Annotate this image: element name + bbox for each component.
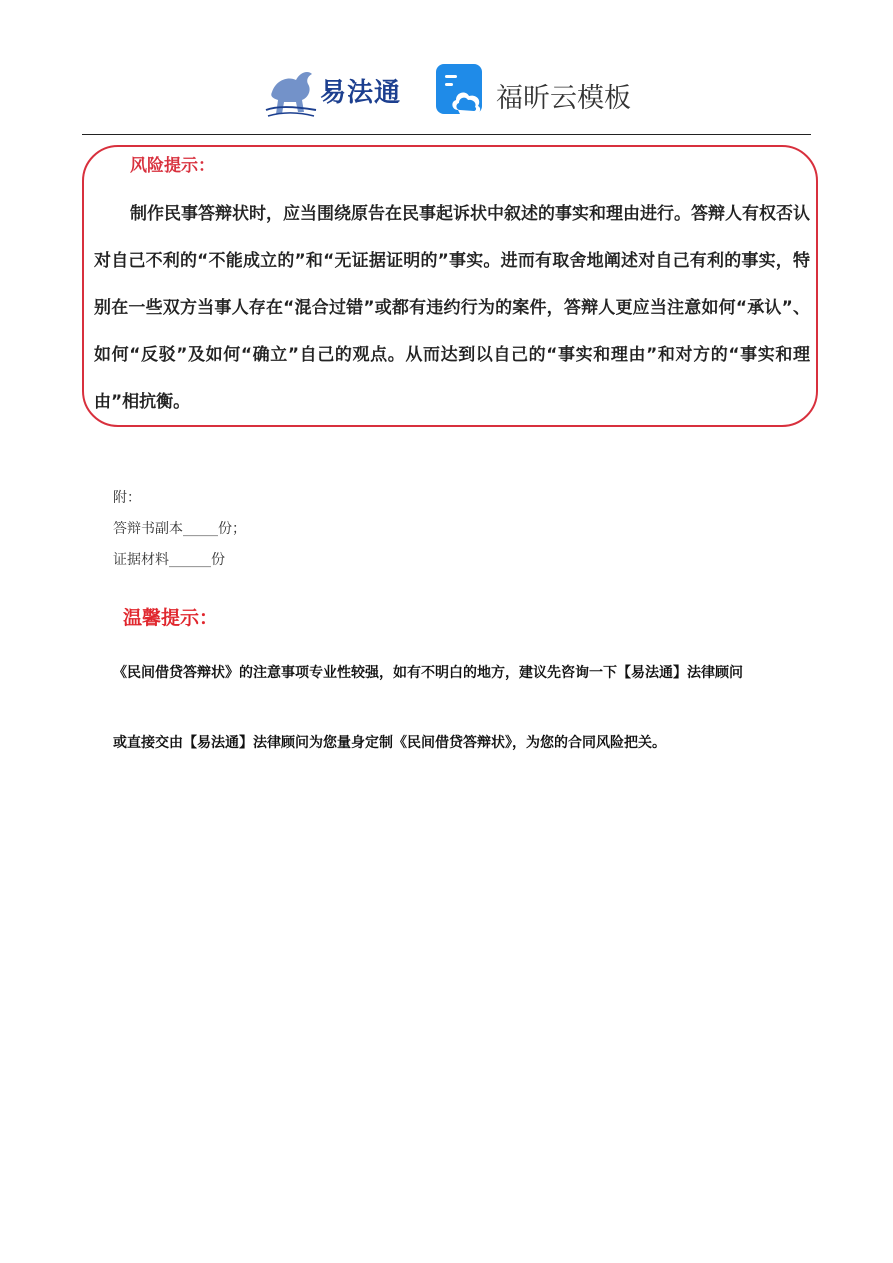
warm-tip-title: 温馨提示：	[123, 607, 219, 629]
risk-notice-body: 制作民事答辩状时，应当围绕原告在民事起诉状中叙述的事实和理由进行。答辩人有权否认对自己不利的“不能成立的”和“无证据证明的”事实。进而有取舍地阐述对自己有利的事实，特别在一些双方当事人存在“混合过错”或都有违约行为的案件，答辩人更应当注意如何“承认”、如何“反驳”及如何“确立”自己的观点。从而达到以自己的“事实和理由”和对方的“事实和理由”相抗衡。	[94, 204, 810, 412]
yifatong-logo-text: 易法通	[320, 78, 402, 108]
attachments-label: 附：	[113, 490, 141, 506]
header-divider	[82, 134, 811, 135]
yifatong-logo	[262, 62, 412, 120]
cloud-document-icon	[436, 64, 488, 116]
attachment-item-evidence: 证据材料______份	[113, 552, 225, 568]
risk-notice-title: 风险提示：	[130, 156, 215, 176]
foxit-template-logo-text: 福昕云模板	[496, 83, 631, 114]
page-header	[0, 58, 893, 122]
risk-notice-box	[82, 145, 818, 427]
warm-tip-body	[113, 656, 813, 761]
warm-tip-line-1: 《民间借贷答辩状》的注意事项专业性较强，如有不明白的地方，建议先咨询一下【易法通】法律顾问	[113, 665, 743, 681]
attachment-item-reply-copy: 答辩书副本_____份；	[113, 521, 246, 537]
warm-tip-line-2: 或直接交由【易法通】法律顾问为您量身定制《民间借贷答辩状》，为您的合同风险把关。	[113, 735, 666, 751]
horse-emblem-icon	[262, 62, 322, 120]
attachments-section	[113, 487, 246, 580]
foxit-template-logo	[436, 64, 636, 118]
